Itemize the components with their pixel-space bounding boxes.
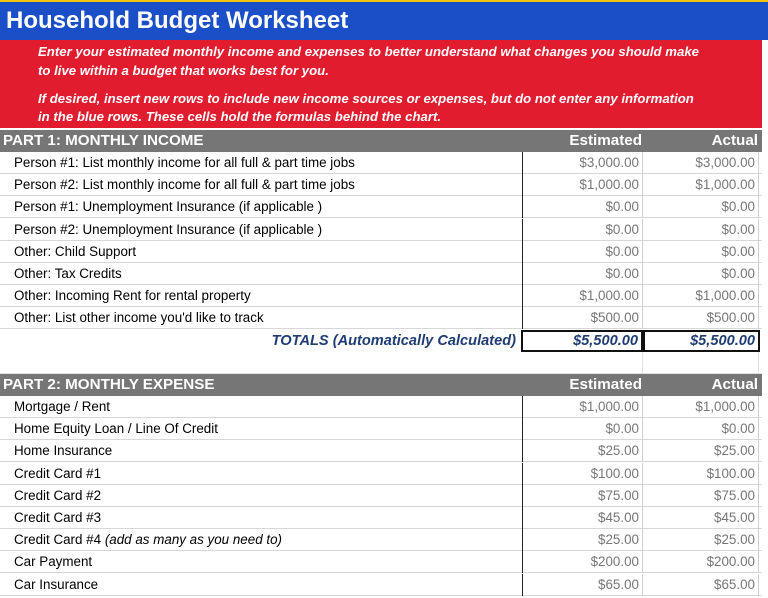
table-row [0, 152, 762, 174]
estimated-cell[interactable]: $65.00 [522, 574, 643, 596]
row-label-text: Credit Card #1 [14, 465, 102, 481]
row-label-text: Other: Tax Credits [14, 266, 122, 281]
row-label[interactable] [14, 288, 251, 303]
row-label-text: Credit Card #3 [14, 510, 102, 525]
row-label-text: Home Insurance [14, 443, 113, 459]
expense-header-row [0, 374, 762, 396]
row-label[interactable] [14, 222, 322, 237]
actual-cell[interactable]: $25.00 [643, 529, 759, 551]
instructions-line-4: in the blue rows. These cells hold the formulas behind the chart. [38, 109, 442, 124]
income-header-row [0, 130, 762, 152]
table-row [0, 463, 762, 485]
actual-cell[interactable]: $75.00 [643, 485, 759, 507]
row-note: (add as many as you need to) [104, 532, 282, 548]
row-label[interactable] [14, 399, 110, 414]
actual-cell[interactable]: $500.00 [643, 307, 759, 329]
totals-label: TOTALS (Automatically Calculated) [271, 333, 516, 349]
estimated-cell[interactable]: $25.00 [522, 440, 643, 462]
row-label-text: Credit Card #2 [14, 487, 102, 503]
row-label[interactable] [14, 532, 282, 547]
table-row [0, 285, 762, 307]
expense-col-estimated: Estimated [569, 376, 642, 393]
spacer-row [0, 352, 762, 374]
estimated-cell[interactable]: $1,000.00 [522, 174, 643, 196]
instructions-line-1: Enter your estimated monthly income and expenses to better understand what changes you should make [38, 44, 699, 59]
expense-section-title: PART 2: MONTHLY EXPENSE [3, 376, 215, 393]
estimated-cell[interactable]: $25.00 [522, 529, 643, 551]
estimated-cell[interactable]: $100.00 [522, 463, 643, 485]
table-row [0, 174, 762, 196]
spacer-cell[interactable] [522, 352, 643, 374]
actual-cell[interactable]: $0.00 [643, 196, 759, 218]
estimated-cell[interactable]: $1,000.00 [522, 285, 643, 307]
worksheet-title: Household Budget Worksheet [6, 7, 349, 34]
instructions-line-3: If desired, insert new rows to include new income sources or expenses, but do not enter any information [38, 91, 694, 106]
expense-col-actual: Actual [711, 376, 758, 393]
table-row [0, 574, 762, 596]
row-label-text: Other: Child Support [14, 243, 137, 259]
row-label[interactable] [14, 488, 101, 503]
actual-cell[interactable]: $0.00 [643, 241, 759, 263]
table-row [0, 485, 762, 507]
instructions-block [0, 40, 762, 128]
actual-cell[interactable]: $0.00 [643, 263, 759, 285]
total-estimated-cell[interactable]: $5,500.00 [521, 330, 643, 352]
row-label[interactable] [14, 199, 322, 214]
estimated-cell[interactable]: $500.00 [522, 307, 643, 329]
table-row [0, 529, 762, 551]
income-totals-row [0, 330, 762, 352]
title-bar [0, 0, 768, 40]
table-row [0, 440, 762, 462]
estimated-cell[interactable]: $75.00 [522, 485, 643, 507]
actual-cell[interactable]: $0.00 [643, 418, 759, 440]
row-label[interactable] [14, 510, 101, 525]
income-section-title: PART 1: MONTHLY INCOME [3, 132, 204, 149]
row-label[interactable] [14, 310, 264, 325]
estimated-cell[interactable]: $0.00 [522, 418, 643, 440]
row-label[interactable] [14, 554, 92, 569]
row-label-text: Person #2: List monthly income for all full & part time jobs [14, 177, 355, 193]
income-col-actual: Actual [711, 132, 758, 149]
row-label[interactable] [14, 421, 218, 436]
income-col-estimated: Estimated [569, 132, 642, 149]
estimated-cell[interactable]: $200.00 [522, 551, 643, 573]
row-label[interactable] [14, 155, 355, 170]
table-row [0, 196, 762, 218]
table-row [0, 241, 762, 263]
estimated-cell[interactable]: $0.00 [522, 241, 643, 263]
actual-cell[interactable]: $200.00 [643, 551, 759, 573]
actual-cell[interactable]: $1,000.00 [643, 174, 759, 196]
instructions-line-2: to live within a budget that works best for you. [38, 63, 329, 78]
table-row [0, 551, 762, 573]
estimated-cell[interactable]: $1,000.00 [522, 396, 643, 418]
row-label-text: Car Payment [14, 554, 93, 570]
estimated-cell[interactable]: $3,000.00 [522, 152, 643, 174]
actual-cell[interactable]: $0.00 [643, 219, 759, 241]
actual-cell[interactable]: $100.00 [643, 463, 759, 485]
actual-cell[interactable]: $65.00 [643, 574, 759, 596]
estimated-cell[interactable]: $0.00 [522, 263, 643, 285]
row-label[interactable] [14, 466, 101, 481]
table-row [0, 219, 762, 241]
row-label-text: Other: Incoming Rent for rental property [14, 288, 251, 304]
row-label-text: Mortgage / Rent [14, 399, 111, 414]
spacer-cell[interactable] [643, 352, 759, 374]
total-actual-cell[interactable]: $5,500.00 [643, 330, 760, 352]
row-label-text: Credit Card #4 [14, 532, 102, 548]
actual-cell[interactable]: $1,000.00 [643, 396, 759, 418]
actual-cell[interactable]: $3,000.00 [643, 152, 759, 174]
table-row [0, 263, 762, 285]
row-label-text: Person #1: List monthly income for all full & part time jobs [14, 155, 355, 170]
row-label-text: Car Insurance [14, 576, 99, 592]
estimated-cell[interactable]: $0.00 [522, 219, 643, 241]
estimated-cell[interactable]: $0.00 [522, 196, 643, 218]
row-label-text: Other: List other income you'd like to track [14, 310, 264, 326]
table-row [0, 507, 762, 529]
row-label[interactable] [14, 266, 122, 281]
actual-cell[interactable]: $25.00 [643, 440, 759, 462]
table-row [0, 307, 762, 329]
table-row [0, 418, 762, 440]
estimated-cell[interactable]: $45.00 [522, 507, 643, 529]
row-label[interactable] [14, 244, 136, 259]
table-row [0, 396, 762, 418]
row-label-text: Home Equity Loan / Line Of Credit [14, 421, 218, 437]
row-label-text: Person #2: Unemployment Insurance (if applicable ) [14, 221, 323, 237]
actual-cell[interactable]: $1,000.00 [643, 285, 759, 307]
row-label-text: Person #1: Unemployment Insurance (if applicable ) [14, 199, 323, 215]
row-label[interactable] [14, 443, 112, 458]
actual-cell[interactable]: $45.00 [643, 507, 759, 529]
row-label[interactable] [14, 577, 98, 592]
row-label[interactable] [14, 177, 355, 192]
